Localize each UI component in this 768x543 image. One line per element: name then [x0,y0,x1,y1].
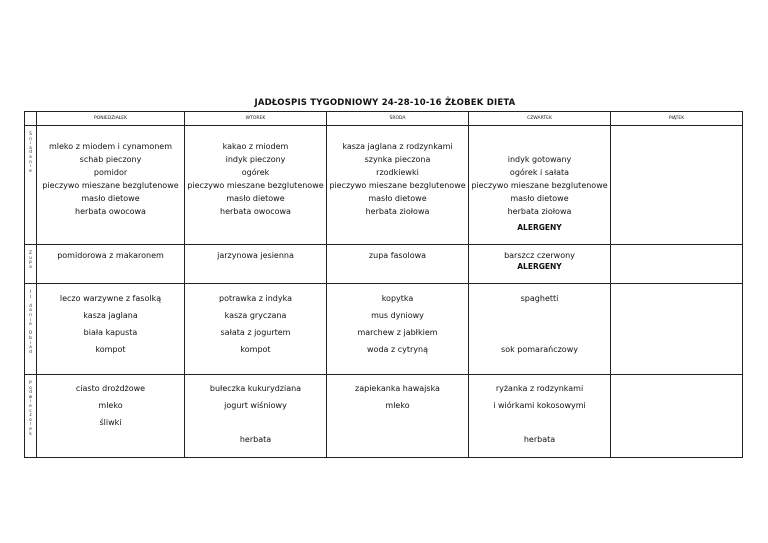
dish-item: ciasto drożdżowe [75,384,146,393]
dish-item: marchew z jabłkiem [357,328,438,337]
dish-item: herbata owocowa [75,207,146,216]
meal-label-snack [25,375,37,458]
meal-label-char: w [28,393,33,399]
dish-item: pieczywo mieszane bezglutenowe [329,181,466,190]
dish-item: masło dietowe [510,194,569,203]
meal-label-char: I [29,289,32,294]
menu-cell-soup-friday [611,245,743,284]
meal-row-soup [25,245,743,284]
meal-rows [25,126,743,458]
meal-label-char: i [29,316,32,322]
menu-cell-breakfast-monday [37,126,185,245]
dish-item: mus dyniowy [371,311,424,320]
menu-cell-lunch-thursday [469,284,611,375]
menu-cell-snack-monday [37,375,185,458]
day-header-friday: PIĄTEK [611,112,743,126]
menu-title: JADŁOSPIS TYGODNIOWY 24-28-10-16 ŻŁOBEK DIETA [254,98,516,108]
meal-label-char: i [29,339,32,345]
menu-cell-soup-thursday [469,245,611,284]
menu-cell-snack-friday [611,375,743,458]
dish-item: kompot [95,345,126,354]
menu-cell-snack-thursday [469,375,611,458]
menu-cell-lunch-tuesday [185,284,327,375]
meal-label-char: i [29,140,32,146]
menu-cell-breakfast-wednesday [327,126,469,245]
allergens-label: ALERGENY [517,262,562,271]
meal-row-breakfast [25,126,743,245]
dish-item: pieczywo mieszane bezglutenowe [42,181,179,190]
meal-label-char: n [29,135,32,141]
days-header-row [25,112,743,126]
meal-label-char: e [29,167,32,173]
meal-label-soup [25,245,37,284]
menu-cell-lunch-wednesday [327,284,469,375]
dish-item: mleko [385,401,410,410]
dish-item: jogurt wiśniowy [224,401,287,410]
dish-item: kopytka [381,294,414,303]
dish-item: mleko [98,401,123,410]
meal-label-char: n [29,158,32,164]
dish-item: bułeczka kukurydziana [209,384,302,393]
day-header-thursday: CZWARTEK [469,112,611,126]
dish-item: pomidorowa z makaronem [57,251,164,260]
dish-item: zapiekanka hawajska [355,384,440,393]
meal-label-char: b [29,334,32,340]
weekly-menu-table [24,111,743,458]
dish-item: schab pieczony [79,155,142,164]
meal-label-char: a [29,153,32,159]
menu-cell-soup-tuesday [185,245,327,284]
dish-item: leczo warzywne z fasolką [59,294,162,303]
meal-label-char: Ś [29,131,32,136]
meal-label-char: z [29,412,32,418]
menu-cell-breakfast-friday [611,126,743,245]
menu-cell-breakfast-thursday [469,126,611,245]
meal-label-char: p [29,259,32,265]
meal-label-char: e [29,402,32,408]
dish-item: herbata [239,435,272,444]
meal-label-breakfast [25,126,37,245]
menu-cell-breakfast-tuesday [185,126,327,245]
menu-cell-soup-wednesday [327,245,469,284]
menu-cell-lunch-friday [611,284,743,375]
dish-item [469,414,610,431]
meal-label-char: a [29,344,32,350]
dish-item: masło dietowe [368,194,427,203]
menu-cell-soup-monday [37,245,185,284]
dish-item [185,414,326,431]
meal-label-char: n [29,311,32,317]
dish-item: kasza jaglana [83,311,138,320]
meal-label-char: a [29,144,32,150]
dish-item [469,140,610,154]
meal-label-char: O [28,330,33,336]
dish-item: pomidor [93,168,128,177]
corner-cell [25,112,37,126]
dish-item: herbata ziołowa [365,207,430,216]
dish-item: herbata ziołowa [507,207,572,216]
meal-label-char: d [29,302,32,308]
day-header-tuesday: WTOREK [185,112,327,126]
dish-item: masło dietowe [81,194,140,203]
dish-item: pieczywo mieszane bezglutenowe [187,181,324,190]
day-header-monday: PONIEDZIAŁEK [37,112,185,126]
meal-label-char: d [29,149,32,155]
meal-label-char: I [29,293,32,299]
meal-label-char: Z [29,250,32,255]
meal-label-char: u [29,254,32,260]
meal-label-char: d [29,389,32,395]
dish-item: kompot [240,345,271,354]
meal-row-lunch [25,284,743,375]
meal-label-char: a [29,263,32,269]
dish-item: biała kapusta [83,328,138,337]
dish-item: śliwki [99,418,122,427]
allergens-label: ALERGENY [517,223,562,232]
dish-item: ogórek i sałata [509,168,570,177]
dish-item [469,324,610,341]
dish-item: potrawka z indyka [218,294,293,303]
dish-item: indyk pieczony [225,155,286,164]
dish-item: mleko z miodem i cynamonem [48,142,173,151]
dish-item [469,307,610,324]
meal-label-char: c [29,407,32,413]
meal-row-snack [25,375,743,458]
dish-item: szynka pieczona [364,155,431,164]
meal-label-char: i [29,398,32,404]
meal-label-lunch [25,284,37,375]
meal-label-char: r [29,421,32,427]
dish-item: kakao z miodem [222,142,289,151]
dish-item: herbata owocowa [220,207,291,216]
dish-item: kasza jaglana z rodzynkami [342,142,453,151]
meal-label-char: e [29,425,32,431]
dish-item: zupa fasolowa [368,251,427,260]
meal-label-char: o [29,384,32,390]
meal-label-char: a [29,307,32,313]
dish-item: jarzynowa jesienna [217,251,294,260]
meal-label-char: i [29,163,32,169]
dish-item: sałata z jogurtem [220,328,291,337]
menu-cell-lunch-monday [37,284,185,375]
dish-item: barszcz czerwony [504,251,575,260]
dish-item: masło dietowe [226,194,285,203]
dish-item: pieczywo mieszane bezglutenowe [471,181,608,190]
dish-item: herbata [523,435,556,444]
meal-label-char: P [29,380,32,385]
meal-label-char: o [29,416,32,422]
day-header-wednesday: ŚRODA [327,112,469,126]
dish-item: rzodkiewki [376,168,419,177]
dish-item: indyk gotowany [507,155,572,164]
dish-item: sok pomarańczowy [501,345,578,354]
meal-label-char: d [29,348,32,354]
dish-item: spaghetti [520,294,559,303]
meal-label-char: k [29,430,32,436]
dish-item: ogórek [241,168,270,177]
menu-cell-snack-wednesday [327,375,469,458]
dish-item: ryżanka z rodzynkami [495,384,584,393]
menu-cell-snack-tuesday [185,375,327,458]
meal-label-char: e [29,321,32,327]
dish-item: i wiórkami kokosowymi [493,401,586,410]
dish-item: kasza gryczana [224,311,287,320]
dish-item: woda z cytryną [367,345,428,354]
